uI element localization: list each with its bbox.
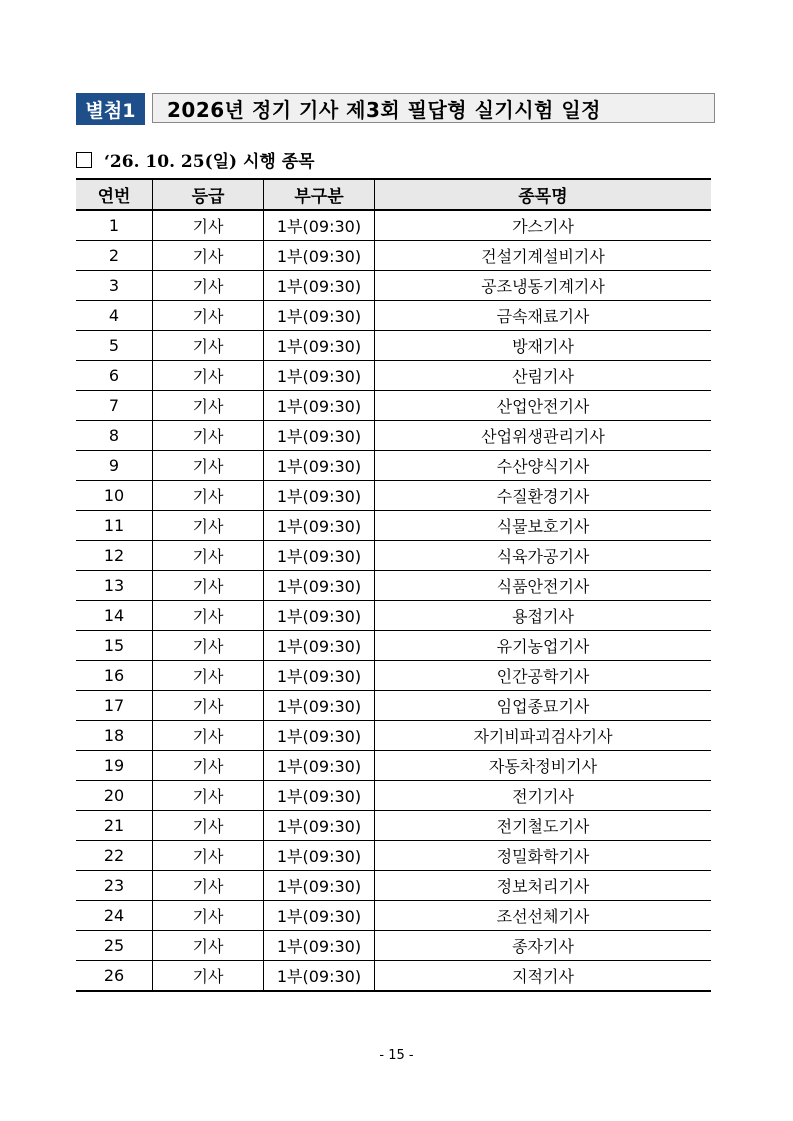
cell-number: 4 [76, 301, 153, 331]
cell-session: 1부(09:30) [264, 961, 375, 992]
cell-grade: 기사 [153, 901, 264, 931]
table-row [76, 511, 711, 541]
cell-grade: 기사 [153, 301, 264, 331]
table-row [76, 241, 711, 271]
cell-subject: 수질환경기사 [375, 481, 712, 511]
cell-grade: 기사 [153, 661, 264, 691]
cell-grade: 기사 [153, 871, 264, 901]
cell-number: 7 [76, 391, 153, 421]
cell-subject: 건설기계설비기사 [375, 241, 712, 271]
table-row [76, 361, 711, 391]
cell-session: 1부(09:30) [264, 331, 375, 361]
cell-grade: 기사 [153, 571, 264, 601]
cell-number: 1 [76, 210, 153, 241]
cell-session: 1부(09:30) [264, 361, 375, 391]
column-header-grade: 등급 [153, 179, 264, 210]
cell-session: 1부(09:30) [264, 511, 375, 541]
cell-number: 8 [76, 421, 153, 451]
cell-grade: 기사 [153, 751, 264, 781]
cell-subject: 전기철도기사 [375, 811, 712, 841]
cell-number: 17 [76, 691, 153, 721]
cell-subject: 수산양식기사 [375, 451, 712, 481]
cell-session: 1부(09:30) [264, 571, 375, 601]
cell-number: 25 [76, 931, 153, 961]
cell-number: 12 [76, 541, 153, 571]
cell-grade: 기사 [153, 271, 264, 301]
column-header-subject: 종목명 [375, 179, 712, 210]
table-row [76, 451, 711, 481]
cell-session: 1부(09:30) [264, 811, 375, 841]
cell-subject: 식품안전기사 [375, 571, 712, 601]
section-heading: ‘26. 10. 25(일) 시행 종목 [104, 152, 315, 172]
table-row [76, 931, 711, 961]
table-row [76, 421, 711, 451]
cell-number: 26 [76, 961, 153, 992]
cell-number: 11 [76, 511, 153, 541]
cell-session: 1부(09:30) [264, 691, 375, 721]
cell-grade: 기사 [153, 421, 264, 451]
cell-session: 1부(09:30) [264, 841, 375, 871]
cell-subject: 산업위생관리기사 [375, 421, 712, 451]
cell-grade: 기사 [153, 691, 264, 721]
cell-number: 21 [76, 811, 153, 841]
cell-session: 1부(09:30) [264, 421, 375, 451]
cell-number: 14 [76, 601, 153, 631]
table-row [76, 781, 711, 811]
table-row [76, 481, 711, 511]
attachment-badge: 별첨1 [76, 93, 145, 125]
cell-subject: 임업종묘기사 [375, 691, 712, 721]
cell-session: 1부(09:30) [264, 391, 375, 421]
cell-number: 18 [76, 721, 153, 751]
table-row [76, 871, 711, 901]
cell-subject: 유기농업기사 [375, 631, 712, 661]
cell-grade: 기사 [153, 391, 264, 421]
cell-grade: 기사 [153, 210, 264, 241]
cell-session: 1부(09:30) [264, 901, 375, 931]
cell-subject: 산업안전기사 [375, 391, 712, 421]
cell-subject: 산림기사 [375, 361, 712, 391]
cell-grade: 기사 [153, 811, 264, 841]
cell-grade: 기사 [153, 481, 264, 511]
cell-subject: 종자기사 [375, 931, 712, 961]
cell-subject: 전기기사 [375, 781, 712, 811]
table-header-row [76, 179, 711, 210]
cell-number: 23 [76, 871, 153, 901]
cell-grade: 기사 [153, 841, 264, 871]
cell-grade: 기사 [153, 631, 264, 661]
cell-subject: 식육가공기사 [375, 541, 712, 571]
cell-subject: 자동차정비기사 [375, 751, 712, 781]
cell-grade: 기사 [153, 601, 264, 631]
cell-grade: 기사 [153, 961, 264, 992]
document-title-bar [76, 93, 715, 125]
cell-session: 1부(09:30) [264, 631, 375, 661]
cell-number: 16 [76, 661, 153, 691]
cell-grade: 기사 [153, 511, 264, 541]
cell-session: 1부(09:30) [264, 721, 375, 751]
cell-subject: 금속재료기사 [375, 301, 712, 331]
cell-number: 9 [76, 451, 153, 481]
table-row [76, 301, 711, 331]
cell-session: 1부(09:30) [264, 931, 375, 961]
table-row [76, 331, 711, 361]
cell-number: 5 [76, 331, 153, 361]
cell-session: 1부(09:30) [264, 481, 375, 511]
exam-schedule-table [76, 178, 711, 992]
cell-number: 2 [76, 241, 153, 271]
cell-subject: 인간공학기사 [375, 661, 712, 691]
table-row [76, 631, 711, 661]
table-row [76, 811, 711, 841]
cell-grade: 기사 [153, 241, 264, 271]
table-row [76, 541, 711, 571]
cell-session: 1부(09:30) [264, 601, 375, 631]
cell-subject: 식물보호기사 [375, 511, 712, 541]
cell-session: 1부(09:30) [264, 871, 375, 901]
cell-subject: 가스기사 [375, 210, 712, 241]
cell-number: 10 [76, 481, 153, 511]
table-row [76, 961, 711, 992]
cell-session: 1부(09:30) [264, 451, 375, 481]
cell-session: 1부(09:30) [264, 241, 375, 271]
cell-session: 1부(09:30) [264, 301, 375, 331]
cell-subject: 용접기사 [375, 601, 712, 631]
cell-number: 24 [76, 901, 153, 931]
cell-number: 20 [76, 781, 153, 811]
column-header-number: 연번 [76, 179, 153, 210]
cell-grade: 기사 [153, 361, 264, 391]
table-row [76, 210, 711, 241]
checkbox-square-icon [76, 152, 92, 168]
table-body [76, 210, 711, 991]
cell-subject: 지적기사 [375, 961, 712, 992]
table-row [76, 661, 711, 691]
cell-subject: 정밀화학기사 [375, 841, 712, 871]
cell-subject: 정보처리기사 [375, 871, 712, 901]
cell-grade: 기사 [153, 781, 264, 811]
cell-session: 1부(09:30) [264, 781, 375, 811]
cell-number: 19 [76, 751, 153, 781]
table-row [76, 691, 711, 721]
cell-number: 6 [76, 361, 153, 391]
table-row [76, 841, 711, 871]
cell-subject: 조선선체기사 [375, 901, 712, 931]
cell-subject: 자기비파괴검사기사 [375, 721, 712, 751]
cell-number: 13 [76, 571, 153, 601]
cell-session: 1부(09:30) [264, 661, 375, 691]
cell-session: 1부(09:30) [264, 271, 375, 301]
cell-number: 22 [76, 841, 153, 871]
cell-number: 3 [76, 271, 153, 301]
cell-grade: 기사 [153, 721, 264, 751]
cell-subject: 방재기사 [375, 331, 712, 361]
cell-session: 1부(09:30) [264, 210, 375, 241]
table-row [76, 901, 711, 931]
cell-grade: 기사 [153, 541, 264, 571]
column-header-session: 부구분 [264, 179, 375, 210]
cell-grade: 기사 [153, 451, 264, 481]
table-row [76, 601, 711, 631]
table-row [76, 721, 711, 751]
cell-session: 1부(09:30) [264, 541, 375, 571]
page-number: - 15 - [379, 1048, 414, 1063]
cell-number: 15 [76, 631, 153, 661]
cell-grade: 기사 [153, 931, 264, 961]
table-row [76, 751, 711, 781]
table-row [76, 391, 711, 421]
table-row [76, 571, 711, 601]
cell-grade: 기사 [153, 331, 264, 361]
table-row [76, 271, 711, 301]
document-title: 2026년 정기 기사 제3회 필답형 실기시험 일정 [152, 93, 715, 123]
cell-subject: 공조냉동기계기사 [375, 271, 712, 301]
cell-session: 1부(09:30) [264, 751, 375, 781]
section-heading-row [76, 147, 315, 172]
